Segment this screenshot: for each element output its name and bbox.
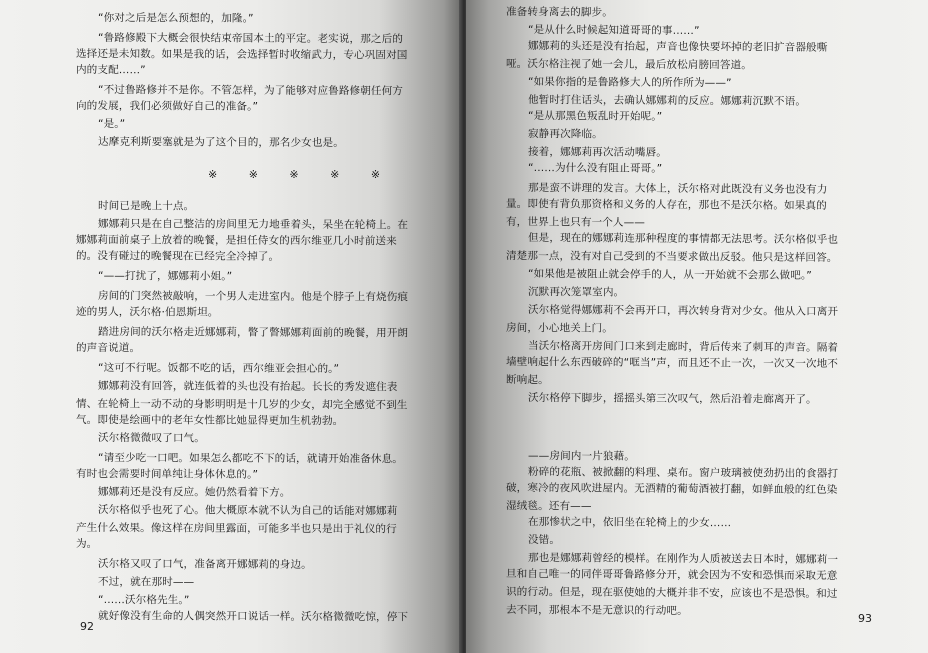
text-line: ——房间内一片狼藉。 [527, 450, 635, 463]
text-line: 迹的男人，沃尔格·伯恩斯坦。 [75, 306, 219, 319]
text-line: 就好像没有生命的人偶突然开口说话一样。沃尔格微微吃惊，停下 [97, 610, 409, 624]
text-line: 娜娜莉还是没有反应。她仍然看着下方。 [97, 486, 291, 499]
text-line: 当沃尔格离开房间门口来到走廊时，背后传来了刺耳的声音。隔着 [527, 340, 839, 354]
text-line: 踏进房间的沃尔格走近娜娜莉，瞥了瞥娜娜莉面前的晚餐，用开朗 [97, 326, 409, 340]
text-line: 沃尔格似乎也死了心。他大概原本就不认为自己的话能对娜娜莉 [97, 504, 398, 518]
text-line: 湿绒毯。还有—— [505, 500, 592, 513]
text-line: 量。即使有背负那资格和义务的人存在，那也不是沃尔格。如果真的 [505, 198, 827, 212]
text-line: “如果他是被阻止就会停手的人，从一开始就不会那么做吧。” [527, 268, 812, 282]
text-line: “……沃尔格先生。” [97, 594, 190, 607]
text-line: 的。没有碰过的晚餐现在已经完全冷掉了。 [75, 250, 280, 263]
text-line: 有，世界上也只有一个人—— [505, 216, 646, 229]
text-line: 破，寒冷的夜风吹进屋内。无酒精的葡萄酒被打翻，如鲜血般的红色染 [505, 482, 838, 497]
text-line: 内的支配……” [75, 64, 146, 77]
text-line: 沉默再次笼罩室内。 [527, 286, 625, 299]
text-line: 去不同，那根本不是无意识的行动吧。 [505, 604, 688, 618]
text-line: 选择还是未知数。如果是我的话，会选择暂时收缩武力，专心巩固对国 [75, 48, 408, 62]
text-line: “如果你指的是鲁路修大人的所作所为——” [527, 76, 732, 90]
text-line: 的声音说道。 [75, 342, 141, 355]
text-line: 有时也会需要时间单纯让身体休息的。” [75, 468, 259, 481]
text-line: “你对之后是怎么预想的，加隆。” [97, 12, 254, 25]
text-line: 在那惨状之中，依旧坐在轮椅上的少女…… [527, 516, 732, 530]
text-line: 情、在轮椅上一动不动的身影明明是十几岁的少女，却完全感觉不到生 [75, 398, 408, 412]
text-line: 沃尔格微微叹了口气。 [97, 432, 205, 445]
left-page-number: 92 [80, 620, 94, 633]
text-line: 墙壁响起什么东西破碎的“哐当”声，而且还不止一次，一次又一次地不 [505, 356, 839, 371]
text-line: 娜娜莉没有回答，就连低着的头也没有抬起。长长的秀发遮住表 [97, 380, 398, 394]
text-line: “请至少吃一口吧。如果怎么都吃不下的话，就请开始准备休息。 [97, 452, 404, 466]
text-line: 接着，娜娜莉再次活动嘴唇。 [527, 146, 668, 159]
text-line: 沃尔格又叹了口气，准备离开娜娜莉的身边。 [97, 558, 312, 571]
text-line: 房间的门突然被敲响，一个男人走进室内。他是个脖子上有烧伤痕 [97, 290, 409, 304]
text-line: 时间已是晚上十点。 [97, 200, 195, 213]
text-line: “……为什么没有阻止哥哥。” [527, 162, 663, 175]
text-line: 娜娜莉的头还是没有抬起，声音也像快要坏掉的老旧扩音器般嘶 [527, 40, 828, 54]
text-line: 粉碎的花瓶、被掀翻的料理、桌布。窗户玻璃被使劲扔出的食器打 [527, 466, 839, 480]
text-line: 哑。沃尔格注视了她一会儿，最后放松肩膀回答道。 [505, 58, 753, 72]
text-line: 旦和自己唯一的同伴哥哥鲁路修分开，就会因为不安和恐惧而采取无意 [505, 568, 838, 583]
text-line: “鲁路修殿下大概会很快结束帝国本土的平定。老实说，那之后的 [97, 32, 404, 46]
text-line: 为。 [75, 538, 98, 551]
text-line: 那是蛮不讲理的发言。大体上，沃尔格对此既没有义务也没有力 [527, 182, 828, 196]
text-line: “是。” [97, 118, 126, 131]
text-line: 产生什么效果。像这样在房间里露面，可能多半也只是出于礼仪的行 [75, 522, 397, 536]
text-line: 达摩克利斯要塞就是为了这个目的，那名少女也是。 [97, 136, 344, 150]
text-line: 断响起。 [505, 374, 549, 387]
text-line: “不过鲁路修并不是你。不管怎样，为了能够对应鲁路修朝任何方 [97, 84, 404, 98]
text-line: 气。即使是绘画中的老年女性都比她显得更加生机勃勃。 [75, 414, 344, 428]
text-line: 识的行动。但是，现在驱使她的大概并非不安，应该也不是恐惧。和过 [505, 586, 838, 601]
text-line: “是从什么时候起知道哥哥的事……” [527, 24, 700, 38]
text-line: 向的发展，我们必须做好自己的准备。” [75, 100, 259, 113]
text-line: “——打扰了，娜娜莉小姐。” [97, 270, 233, 283]
text-line: 但是，现在的娜娜莉连那种程度的事情都无法思考。沃尔格似乎也 [527, 232, 839, 246]
text-line: 娜娜莉只是在自己整洁的房间里无力地垂着头，呆坐在轮椅上。在 [97, 218, 409, 232]
text-line: 他暂时打住话头，去确认娜娜莉的反应。娜娜莉沉默不语。 [527, 94, 807, 108]
text-line: 娜娜莉面前桌子上放着的晚餐，是担任侍女的西尔维亚几小时前送来 [75, 234, 397, 248]
right-page-text [466, 0, 928, 653]
text-line: 没错。 [527, 534, 561, 547]
text-line: 不过，就在那时—— [97, 576, 195, 589]
left-page [0, 0, 462, 653]
text-line: “是从那黑色叛乱时开始呢。” [527, 110, 663, 123]
left-page-text [0, 0, 462, 653]
text-line: “这可不行呢。饭都不吃的话，西尔维亚会担心的。” [97, 362, 340, 376]
text-line: 那也是娜娜莉曾经的模样。在刚作为人质被送去日本时，娜娜莉一 [527, 552, 839, 566]
text-line: 清楚那一点，没有对自己受到的不当要求做出反驳。他只是这样回答。 [505, 250, 838, 265]
text-line: 房间，小心地关上门。 [505, 322, 613, 335]
text-line: 寂静再次降临。 [527, 128, 603, 141]
section-break: ※ ※ ※ ※ ※ [208, 168, 395, 181]
right-page-number: 93 [858, 612, 872, 625]
text-line: 准备转身离去的脚步。 [505, 6, 613, 19]
right-page [466, 0, 928, 653]
text-line: 沃尔格停下脚步，摇摇头第三次叹气，然后沿着走廊离开了。 [527, 392, 817, 406]
text-line: 沃尔格觉得娜娜莉不会再开口，再次转身背对少女。他从入口离开 [527, 304, 839, 318]
